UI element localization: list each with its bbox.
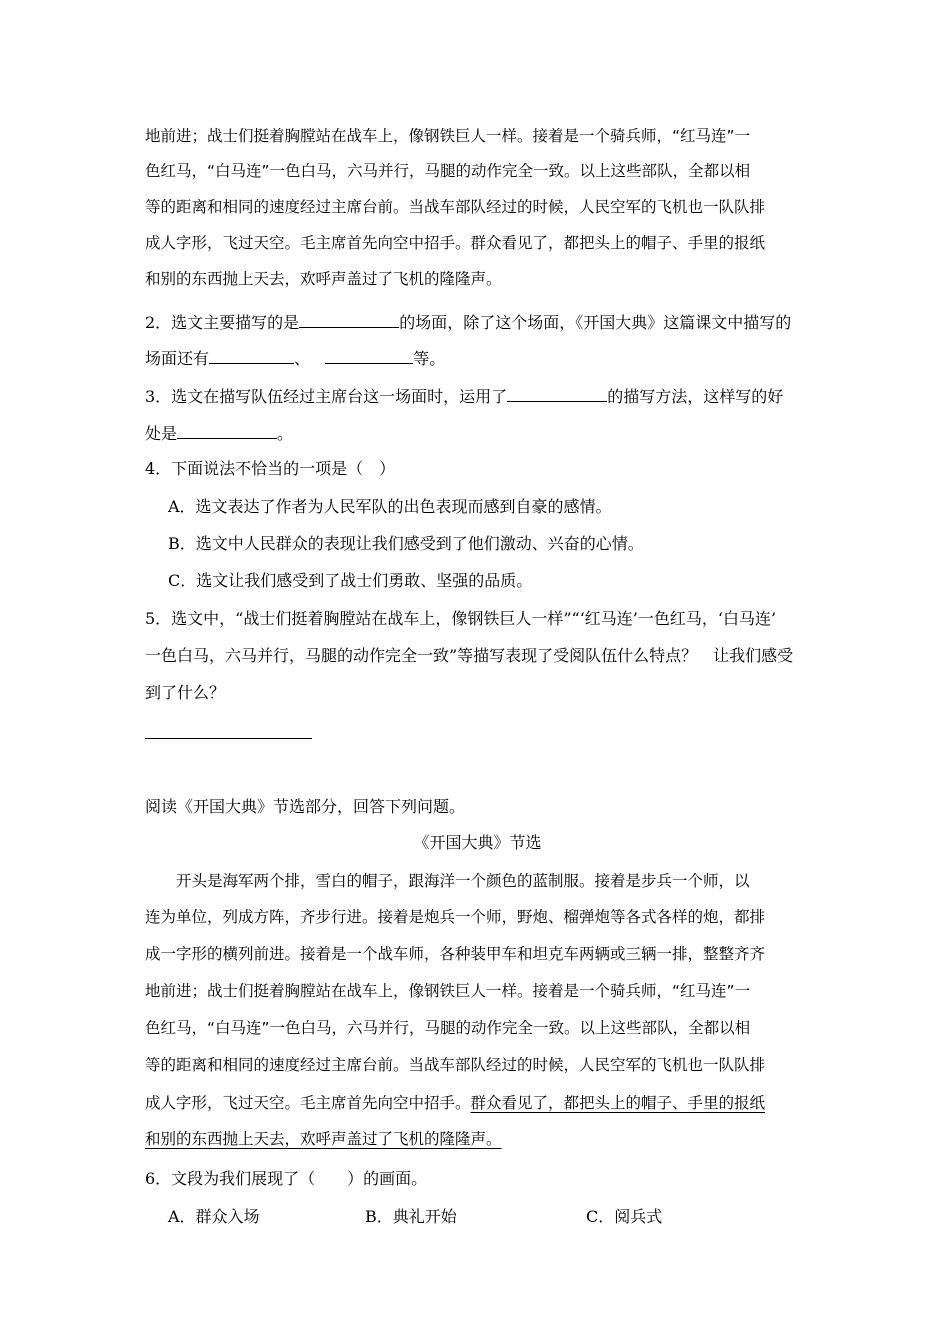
excerpt-text: 成人字形，飞过天空。毛主席首先向空中招手。 [145, 1094, 471, 1112]
excerpt-line: 地前进；战士们挺着胸膛站在战车上，像钢铁巨人一样。接着是一个骑兵师，“红马连”一 [145, 982, 751, 1000]
passage-line: 和别的东西抛上天去，欢呼声盖过了飞机的隆隆声。 [145, 270, 502, 288]
q2-text: 场面还有 [145, 349, 210, 368]
excerpt-line: 等的距离和相同的速度经过主席台前。当战车部队经过的时候，人民空军的飞机也一队队排 [145, 1056, 766, 1074]
question-5: 5．选文中，“战士们挺着胸膛站在战车上，像钢铁巨人一样”“‘红马连’一色红马，‘白马连’ [145, 609, 777, 628]
question-2-cont [145, 346, 810, 370]
question-5-cont: 一色白马，六马并行，马腿的动作完全一致”等描写表现了受阅队伍什么特点？ 让我们感受 [145, 646, 794, 665]
q2-blank-1[interactable] [299, 310, 399, 328]
q2-text: 2．选文主要描写的是 [145, 313, 300, 332]
question-3-cont [145, 421, 810, 445]
q3-text: 的描写方法，这样写的好 [607, 387, 784, 406]
excerpt-line: 成一字形的横列前进。接着是一个战车师，各种装甲车和坦克车两辆或三辆一排，整整齐齐 [145, 945, 766, 963]
passage-line: 色红马，“白马连”一色白马，六马并行，马腿的动作完全一致。以上这些部队，全都以相 [145, 162, 751, 180]
q4-option-b[interactable]: B．选文中人民群众的表现让我们感受到了他们激动、兴奋的心情。 [168, 534, 644, 553]
question-3 [145, 384, 810, 408]
excerpt-line: 开头是海军两个排，雪白的帽子，跟海洋一个颜色的蓝制服。接着是步兵一个师，以 [145, 872, 750, 890]
passage-line: 成人字形，飞过天空。毛主席首先向空中招手。群众看见了，都把头上的帽子、手里的报纸 [145, 234, 766, 252]
excerpt-underlined-text: 和别的东西抛上天去，欢呼声盖过了飞机的隆隆声。 [145, 1130, 502, 1148]
q2-text: 、 [294, 349, 311, 368]
q2-blank-2[interactable] [209, 346, 294, 364]
q3-text: 。 [277, 424, 294, 443]
q3-text: 处是 [145, 424, 178, 443]
question-4-stem: 4．下面说法不恰当的一项是（ ） [145, 459, 396, 478]
q4-option-c[interactable]: C．选文让我们感受到了战士们勇敢、坚强的品质。 [168, 571, 533, 590]
q3-blank-1[interactable] [507, 384, 607, 402]
question-5-cont: 到了什么？ [145, 683, 226, 702]
q2-blank-3[interactable] [325, 346, 413, 364]
passage-line: 地前进；战士们挺着胸膛站在战车上，像钢铁巨人一样。接着是一个骑兵师，“红马连”一 [145, 127, 751, 145]
q6-option-a[interactable]: A．群众入场 [168, 1207, 260, 1226]
answer-line[interactable] [145, 738, 312, 739]
excerpt-underlined-text: 群众看见了，都把头上的帽子、手里的报纸 [470, 1094, 766, 1112]
excerpt-line [145, 1128, 810, 1150]
q4-option-a[interactable]: A．选文表达了作者为人民军队的出色表现而感到自豪的感情。 [168, 497, 612, 516]
excerpt-line: 连为单位，列成方阵，齐步行进。接着是炮兵一个师，野炮、榴弹炮等各式各样的炮，都排 [145, 908, 766, 926]
question-2 [145, 310, 810, 334]
q6-option-b[interactable]: B．典礼开始 [365, 1207, 457, 1226]
excerpt-line: 色红马，“白马连”一色白马，六马并行，马腿的动作完全一致。以上这些部队，全都以相 [145, 1019, 751, 1037]
q3-text: 3．选文在描写队伍经过主席台这一场面时，运用了 [145, 387, 508, 406]
q2-text: 的场面，除了这个场面，《开国大典》这篇课文中描写的 [399, 313, 792, 332]
passage-line: 等的距离和相同的速度经过主席台前。当战车部队经过的时候，人民空军的飞机也一队队排 [145, 198, 766, 216]
section-intro: 阅读《开国大典》节选部分，回答下列问题。 [145, 797, 466, 816]
question-6-stem: 6．文段为我们展现了（ ）的画面。 [145, 1169, 428, 1188]
excerpt-line [145, 1092, 810, 1114]
excerpt-title: 《开国大典》节选 [413, 833, 542, 852]
q6-option-c[interactable]: C．阅兵式 [586, 1207, 663, 1226]
q2-text: 等。 [413, 349, 446, 368]
q3-blank-2[interactable] [177, 421, 277, 439]
